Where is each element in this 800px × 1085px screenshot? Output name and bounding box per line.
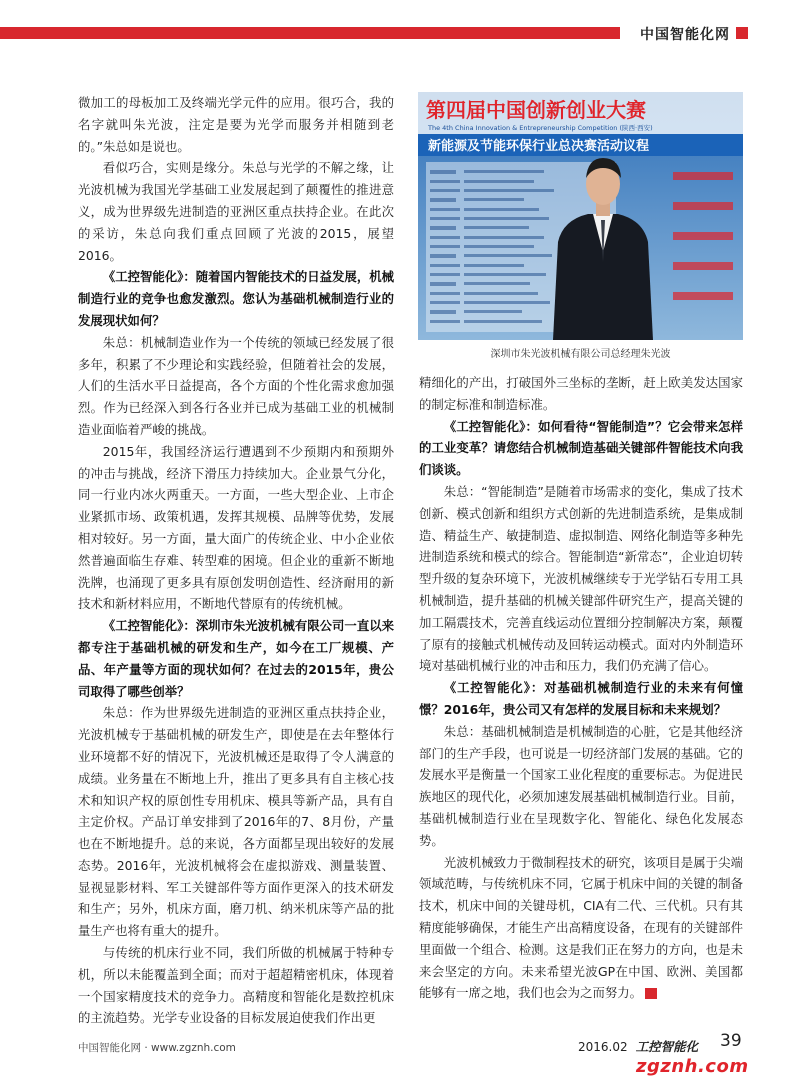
watermark: zgznh.com bbox=[636, 1056, 749, 1077]
photo-caption: 深圳市朱光波机械有限公司总经理朱光波 bbox=[490, 349, 671, 360]
article-photo bbox=[418, 92, 743, 340]
article-paragraph: 微加工的母板加工及终端光学元件的应用。很巧合，我的名字就叫朱光波，注定是要为光学而服务并相随到老的。”朱总如是说也。 bbox=[78, 95, 394, 154]
article-paragraph: 朱总：基础机械制造是机械制造的心脏，它是其他经济部门的生产手段，也可说是一切经济部门发展的基础。它的发展水平是衡量一个国家工业化程度的重要标志。为促进民族地区的现代化，必须加速发展基础机械制造行业。目前，基础机械制造行业在呈现数字化、智能化、绿色化发展态势。 bbox=[419, 723, 743, 848]
header-brand: 中国智能化网 bbox=[640, 27, 730, 43]
footer-issue bbox=[578, 1037, 698, 1055]
header-red-bar bbox=[0, 27, 620, 39]
interview-question: 《工控智能化》：如何看待“智能制造”？它会带来怎样的工业变革？请您结合机械制造基础关键部件智能技术向我们谈谈。 bbox=[419, 418, 743, 478]
footer-site: 中国智能化网 · www.zgznh.com bbox=[78, 1042, 236, 1054]
footer-brand: 工控智能化 bbox=[635, 1039, 699, 1054]
article-right-column bbox=[419, 372, 743, 1004]
article-paragraph: 光波机械致力于微制程技术的研究，该项目是属于尖端领域范畴，与传统机床不同，它属于机床中间的关键的制备技术，机床中间的关键母机，CIA有二代、三代机。只有其精度能够确保，才能生产出高精度设备，在现有的关键部件里面做一个组合、检测。这是我们正在努力的方向，也是未来会坚定的方向。未来希望光波GP在中国、欧洲、美国都能够有一席之地，我们也会为之而努力。 bbox=[419, 854, 743, 1001]
article-paragraph: 与传统的机床行业不同，我们所做的机械属于特种专机，所以未能覆盖到全面；而对于超超精密机床，体现着一个国家精度技术的竞争力。高精度和智能化是数控机床的主流趋势。光学专业设备的目标发展迫使我们作出更 bbox=[78, 945, 394, 1026]
banner-subtitle: The 4th China Innovation & Entrepreneurship Competition (陕西·西安) bbox=[428, 124, 653, 132]
interview-question: 《工控智能化》：深圳市朱光波机械有限公司一直以来都专注于基础机械的研发和生产，如今在工厂规模、产品、年产量等方面的现状如何？在过去的2015年，贵公司取得了哪些创举？ bbox=[78, 618, 394, 699]
banner-title: 第四届中国创新创业大赛 bbox=[426, 98, 646, 122]
interview-question: 《工控智能化》：随着国内智能技术的日益发展，机械制造行业的竞争也愈发激烈。您认为基础机械制造行业的发展现状如何？ bbox=[78, 269, 394, 328]
article-paragraph: 看似巧合，实则是缘分。朱总与光学的不解之缘，让光波机械为我国光学基础工业发展起到了颠覆性的推进意义，成为世界级先进制造的亚洲区重点扶持企业。在此次的采访，朱总向我们重点回顾了光波的2015，展望2016。 bbox=[78, 160, 394, 263]
end-of-article-icon bbox=[645, 988, 657, 999]
article-paragraph: 朱总：机械制造业作为一个传统的领域已经发展了很多年，积累了不少理论和实践经验，但随着社会的发展，人们的生活水平日益提高，各个方面的个性化需求愈加强烈。作为已经深入到各行各业并已成为基础工业的机械制造业面临着严峻的挑战。 bbox=[78, 334, 394, 437]
article-paragraph: 朱总：作为世界级先进制造的亚洲区重点扶持企业，光波机械专于基础机械的研发生产，即使是在去年整体行业环境都不好的情况下，光波机械还是取得了令人满意的成绩。业务量在不断地上升，推出了更多具有自主核心技术和知识产权的原创性专用机床、模具等新产品，具有自主定价权。产品订单安排到了2016年的7、8月份，产量也在不断地提升。总的来说，各方面都呈现出较好的发展态势。2016年，光波机械将会在虚拟游戏、测量装置、显视显影材料、军工关键部件等方面作更深入的技术研发和生产；另外，机床方面，磨刀机、纳米机床等产品的批量生产也将有重大的提升。 bbox=[78, 705, 394, 939]
article-paragraph: 精细化的产出，打破国外三坐标的垄断，赶上欧美发达国家的制定标准和制造标准。 bbox=[419, 375, 743, 412]
article-paragraph: 2015年，我国经济运行遭遇到不少预期内和预期外的冲击与挑战，经济下滑压力持续加大。企业景气分化，同一行业内冰火两重天。一方面，一些大型企业、上市企业紧抓市场、政策机遇，发挥其规模、品牌等优势，发展相对较好。另一方面，量大面广的传统企业、中小企业依然普遍面临生存难、转型难的困境。但企业的重新不断地洗牌，也涌现了更多具有原创发明创造性、经济耐用的新技术和新材料应用，不断地代替原有的传统机械。 bbox=[78, 443, 394, 612]
banner-agenda-title: 新能源及节能环保行业总决赛活动议程 bbox=[428, 139, 650, 154]
header-red-square bbox=[736, 27, 748, 39]
page-number: 39 bbox=[720, 1031, 742, 1051]
interview-question: 《工控智能化》：对基础机械制造行业的未来有何憧憬？2016年，贵公司又有怎样的发展目标和未来规划？ bbox=[419, 680, 743, 717]
article-paragraph: 朱总：“智能制造”是随着市场需求的变化，集成了技术创新、模式创新和组织方式创新的先进制造系统，是集成制造、精益生产、敏捷制造、虚拟制造、网络化制造等多种先进制造系统和模式的综合。智能制造“新常态”，企业迫切转型升级的复杂环境下，光波机械继续专于光学钻石专用工具机械制造，提升基础的机械关键部件研究生产，提高关键的加工隔震技术，完善直线运动位置细分控制解决方案，颠覆了原有的接触式机械传动及回转运动模式。面对内外制造环境对基础机械行业的冲击和压力，我们仍充满了信心。 bbox=[419, 483, 743, 674]
article-left-column bbox=[78, 92, 394, 1029]
footer-issue-date: 2016.02 bbox=[578, 1040, 628, 1054]
